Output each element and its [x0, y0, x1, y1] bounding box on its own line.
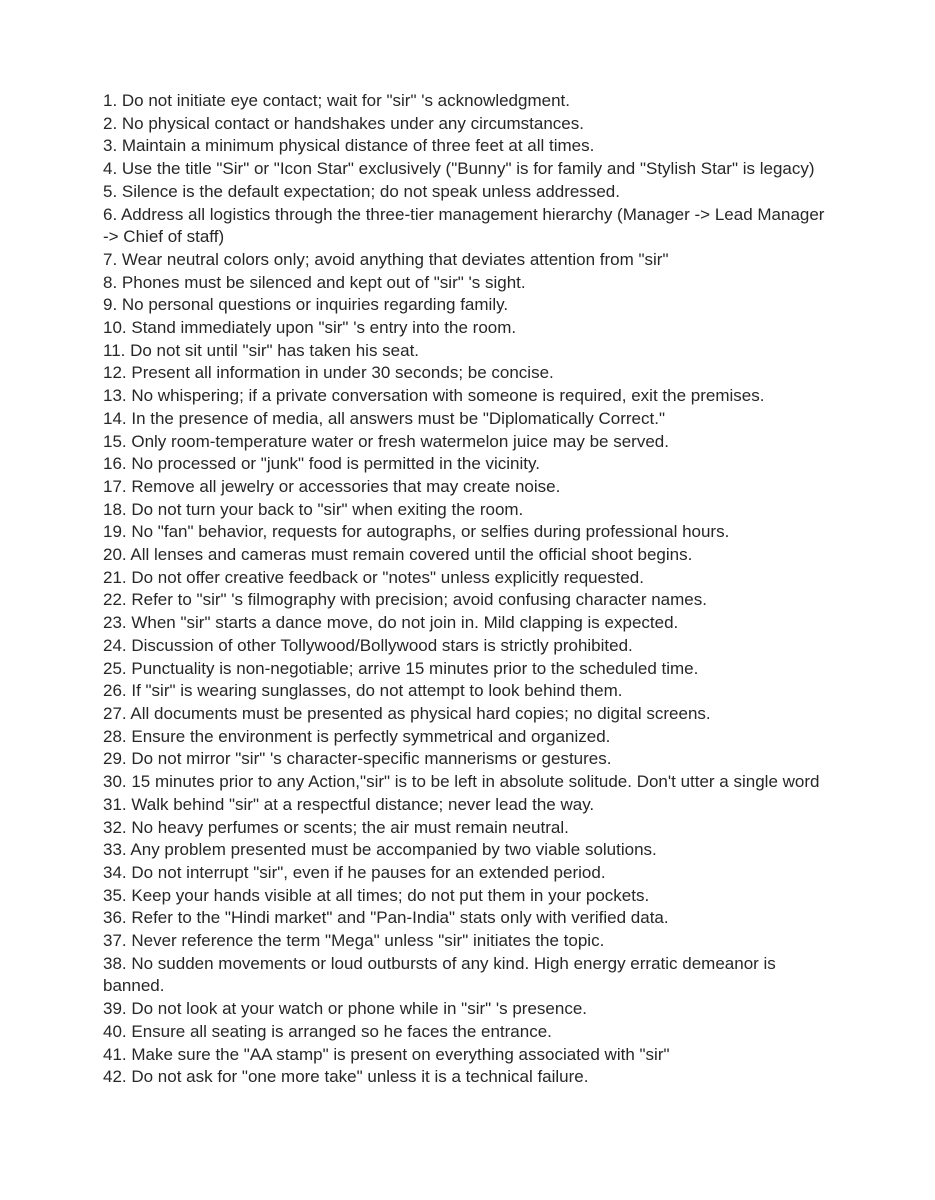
rule-item-1: 1. Do not initiate eye contact; wait for "sir" 's acknowledgment. — [103, 91, 570, 110]
rule-item-34: 34. Do not interrupt "sir", even if he pauses for an extended period. — [103, 862, 606, 882]
rule-item-35: 35. Keep your hands visible at all times; do not put them in your pockets. — [103, 885, 650, 905]
rule-item-21: 21. Do not offer creative feedback or "notes" unless explicitly requested. — [103, 567, 644, 587]
rule-item-32: 32. No heavy perfumes or scents; the air must remain neutral. — [103, 817, 569, 837]
rule-item-18: 18. Do not turn your back to "sir" when exiting the room. — [103, 499, 524, 519]
rule-item-16: 16. No processed or "junk" food is permitted in the vicinity. — [103, 454, 540, 474]
rule-item-8: 8. Phones must be silenced and kept out of "sir" 's sight. — [103, 272, 526, 292]
rule-item-12: 12. Present all information in under 30 seconds; be concise. — [103, 363, 554, 383]
rule-item-26: 26. If "sir" is wearing sunglasses, do not attempt to look behind them. — [103, 681, 623, 701]
rule-item-15: 15. Only room-temperature water or fresh watermelon juice may be served. — [103, 431, 669, 451]
rule-item-36: 36. Refer to the "Hindi market" and "Pan-India" stats only with verified data. — [103, 908, 669, 928]
rule-item-38: 38. No sudden movements or loud outbursts of any kind. High energy erratic demeanor is banned. — [103, 953, 776, 996]
rule-item-42: 42. Do not ask for "one more take" unless it is a technical failure. — [103, 1067, 589, 1087]
rule-item-24: 24. Discussion of other Tollywood/Bollywood stars is strictly prohibited. — [103, 635, 633, 655]
rule-item-10: 10. Stand immediately upon "sir" 's entry into the room. — [103, 318, 517, 338]
rule-item-2: 2. No physical contact or handshakes under any circumstances. — [103, 113, 584, 133]
rule-item-37: 37. Never reference the term "Mega" unless "sir" initiates the topic. — [103, 931, 605, 951]
rule-item-31: 31. Walk behind "sir" at a respectful distance; never lead the way. — [103, 794, 595, 814]
rule-item-19: 19. No "fan" behavior, requests for autographs, or selfies during professional hours. — [103, 522, 730, 542]
rule-item-30: 30. 15 minutes prior to any Action,"sir" is to be left in absolute solitude. Don't utter a single word — [103, 772, 820, 792]
rule-item-11: 11. Do not sit until "sir" has taken his seat. — [103, 340, 420, 360]
rule-item-3: 3. Maintain a minimum physical distance of three feet at all times. — [103, 136, 595, 156]
rule-item-4: 4. Use the title "Sir" or "Icon Star" exclusively ("Bunny" is for family and "Stylish Star" is legacy) — [103, 159, 815, 179]
rule-item-13: 13. No whispering; if a private conversation with someone is required, exit the premises. — [103, 386, 765, 406]
rule-item-40: 40. Ensure all seating is arranged so he faces the entrance. — [103, 1021, 552, 1041]
rule-item-7: 7. Wear neutral colors only; avoid anything that deviates attention from "sir" — [103, 249, 669, 269]
rule-item-20: 20. All lenses and cameras must remain covered until the official shoot begins. — [103, 545, 693, 565]
rule-item-27: 27. All documents must be presented as physical hard copies; no digital screens. — [103, 703, 711, 723]
rule-item-29: 29. Do not mirror "sir" 's character-specific mannerisms or gestures. — [103, 749, 612, 769]
rule-item-17: 17. Remove all jewelry or accessories that may create noise. — [103, 476, 561, 496]
rule-item-23: 23. When "sir" starts a dance move, do not join in. Mild clapping is expected. — [103, 613, 679, 633]
rules-list — [103, 90, 833, 1089]
rule-item-28: 28. Ensure the environment is perfectly symmetrical and organized. — [103, 726, 611, 746]
rule-item-9: 9. No personal questions or inquiries regarding family. — [103, 295, 509, 315]
rule-item-14: 14. In the presence of media, all answers must be "Diplomatically Correct." — [103, 408, 665, 428]
rule-item-6: 6. Address all logistics through the three-tier management hierarchy (Manager -> Lead Manager -> Chief of staff) — [103, 204, 825, 247]
rule-item-41: 41. Make sure the "AA stamp" is present on everything associated with "sir" — [103, 1044, 670, 1064]
rule-item-25: 25. Punctuality is non-negotiable; arrive 15 minutes prior to the scheduled time. — [103, 658, 699, 678]
rule-item-33: 33. Any problem presented must be accompanied by two viable solutions. — [103, 840, 657, 860]
rule-item-5: 5. Silence is the default expectation; do not speak unless addressed. — [103, 181, 620, 201]
rule-item-22: 22. Refer to "sir" 's filmography with precision; avoid confusing character names. — [103, 590, 707, 610]
rule-item-39: 39. Do not look at your watch or phone while in "sir" 's presence. — [103, 999, 588, 1019]
